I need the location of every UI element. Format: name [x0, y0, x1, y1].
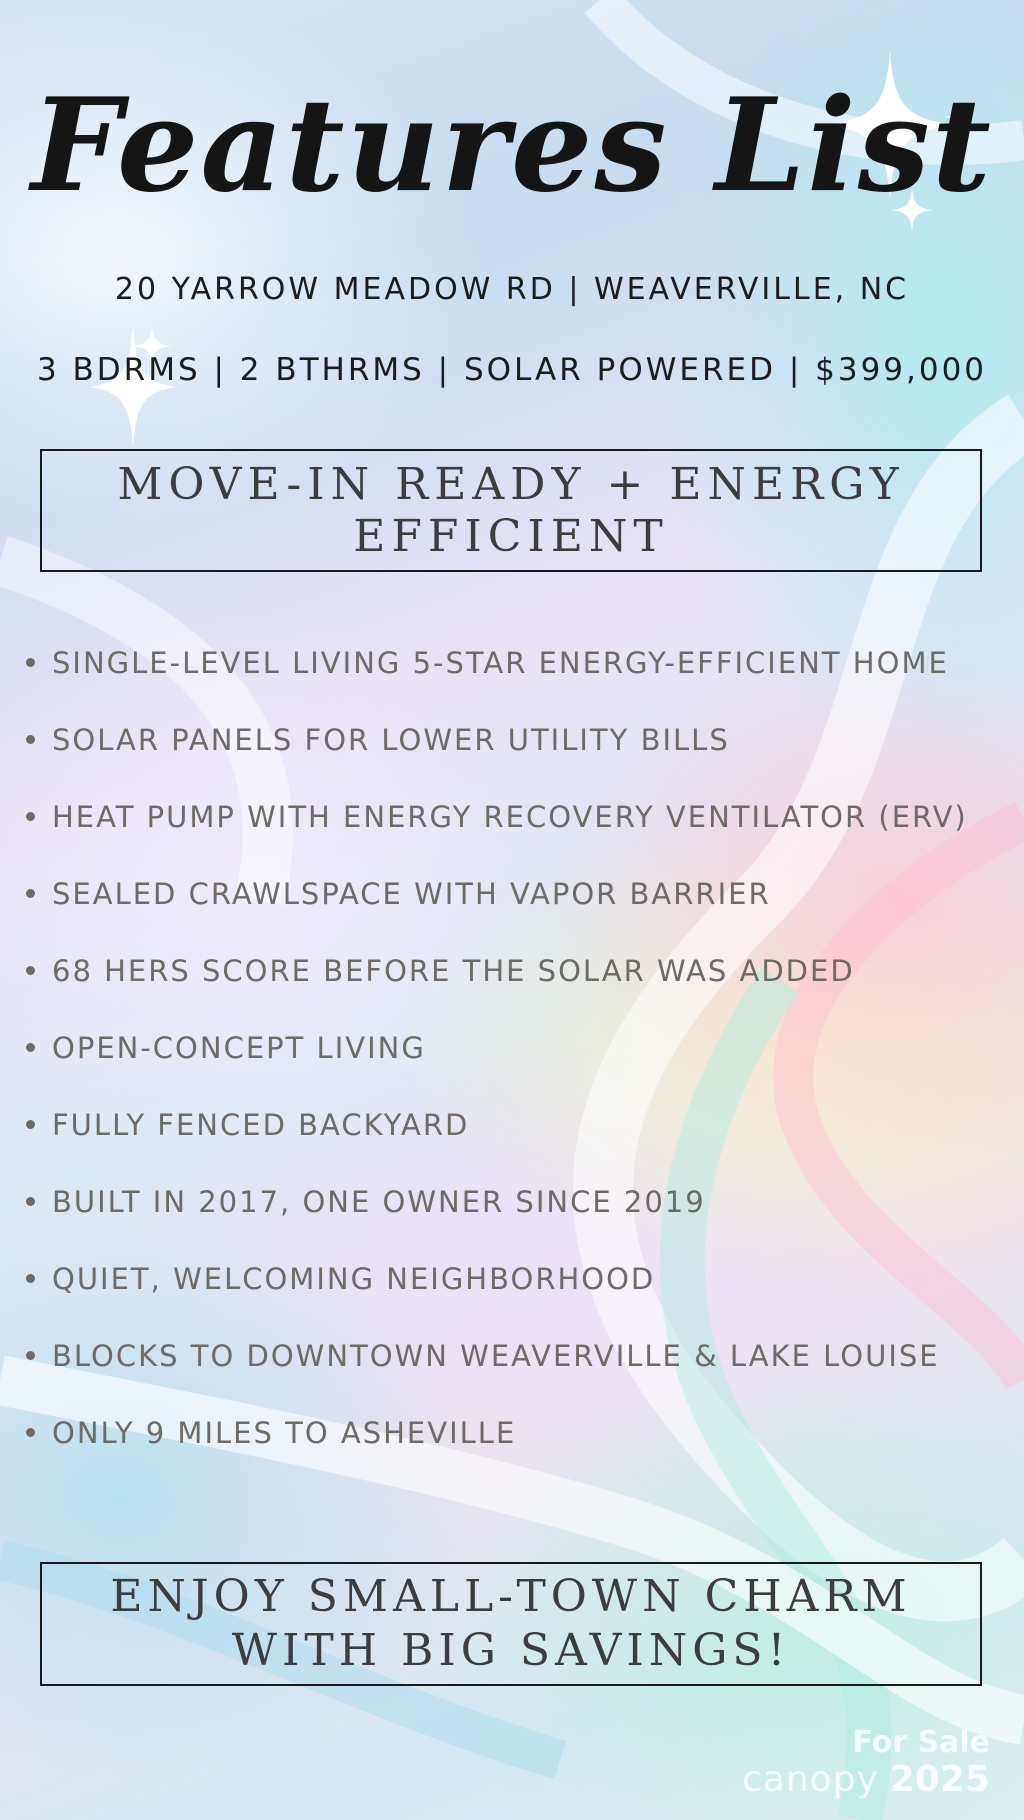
feature-text: SEALED CRAWLSPACE WITH VAPOR BARRIER	[52, 876, 771, 911]
closing-box	[40, 1562, 982, 1686]
list-item	[26, 1009, 968, 1086]
list-item	[26, 624, 968, 701]
watermark-for-sale: For Sale	[852, 1725, 990, 1760]
feature-text: BUILT IN 2017, ONE OWNER SINCE 2019	[52, 1184, 706, 1219]
bullet-icon	[26, 966, 35, 975]
watermark-year: 2025	[889, 1759, 990, 1800]
bullet-icon	[26, 658, 35, 667]
list-item	[26, 932, 968, 1009]
feature-text: 68 HERS SCORE BEFORE THE SOLAR WAS ADDED	[52, 953, 855, 988]
feature-text: SINGLE-LEVEL LIVING 5-STAR ENERGY-EFFICIENT HOME	[52, 645, 949, 680]
list-item	[26, 701, 968, 778]
property-specs: 3 BDRMS | 2 BTHRMS | SOLAR POWERED | $399,000	[36, 352, 988, 388]
bullet-icon	[26, 889, 35, 898]
list-item	[26, 855, 968, 932]
page-title: Features List	[31, 71, 993, 221]
closing-text: ENJOY SMALL-TOWN CHARM WITH BIG SAVINGS!	[110, 1571, 912, 1676]
bullet-icon	[26, 812, 35, 821]
features-list	[26, 624, 968, 1471]
bullet-icon	[26, 1043, 35, 1052]
property-address: 20 YARROW MEADOW RD | WEAVERVILLE, NC	[114, 272, 910, 307]
bullet-icon	[26, 1120, 35, 1129]
bullet-icon	[26, 1197, 35, 1206]
feature-text: FULLY FENCED BACKYARD	[52, 1107, 470, 1142]
feature-text: QUIET, WELCOMING NEIGHBORHOOD	[52, 1261, 656, 1296]
feature-text: ONLY 9 MILES TO ASHEVILLE	[52, 1415, 517, 1450]
feature-text: HEAT PUMP WITH ENERGY RECOVERY VENTILATOR (ERV)	[52, 799, 968, 834]
bullet-icon	[26, 1274, 35, 1283]
headline-box	[40, 449, 982, 572]
list-item	[26, 1394, 968, 1471]
list-item	[26, 778, 968, 855]
list-item	[26, 1317, 968, 1394]
feature-text: SOLAR PANELS FOR LOWER UTILITY BILLS	[52, 722, 730, 757]
list-item	[26, 1086, 968, 1163]
list-item	[26, 1240, 968, 1317]
feature-text: BLOCKS TO DOWNTOWN WEAVERVILLE & LAKE LOUISE	[52, 1338, 940, 1373]
list-item	[26, 1163, 968, 1240]
watermark-brand: canopy	[742, 1759, 879, 1800]
headline-text: MOVE-IN READY + ENERGY EFFICIENT	[117, 458, 905, 562]
bullet-icon	[26, 1428, 35, 1437]
bullet-icon	[26, 1351, 35, 1360]
feature-text: OPEN-CONCEPT LIVING	[52, 1030, 426, 1065]
bullet-icon	[26, 735, 35, 744]
